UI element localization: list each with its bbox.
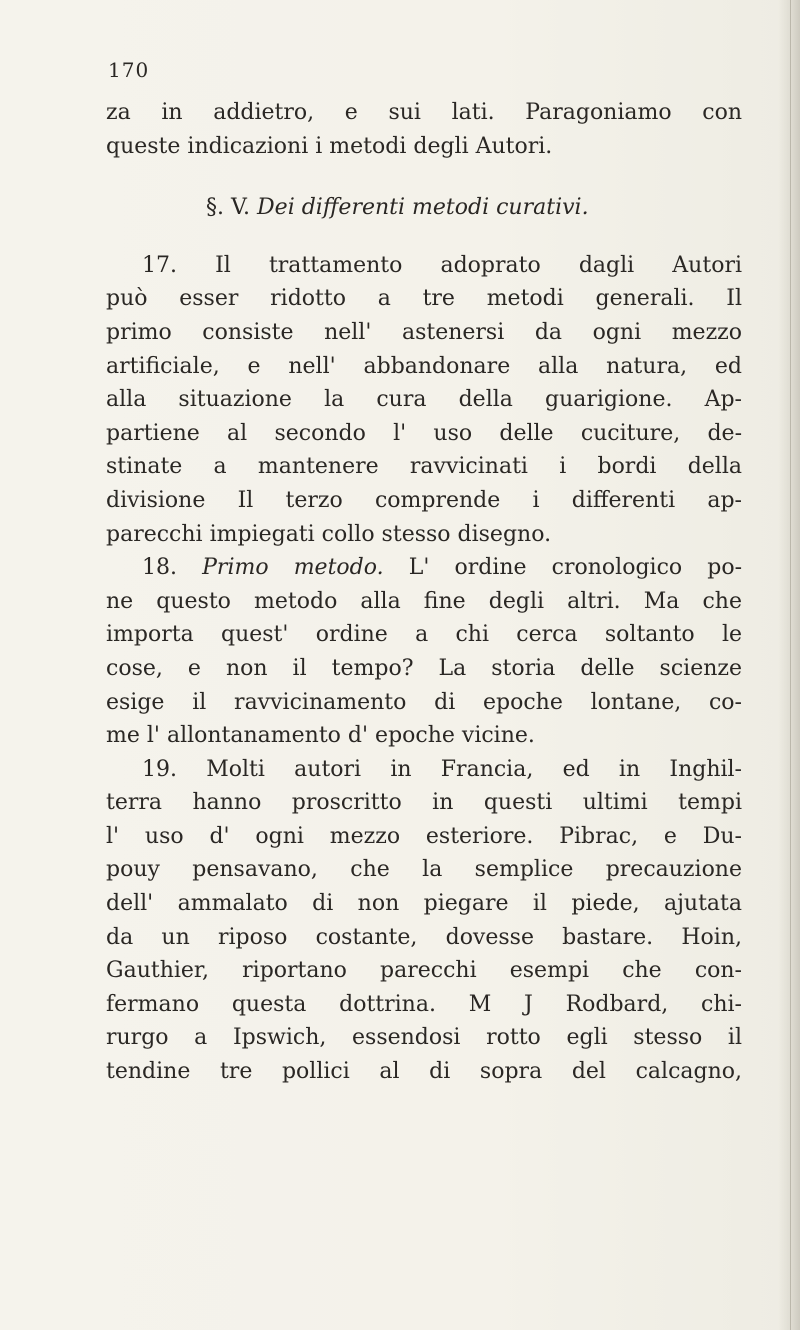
text-line: stinate a mantenere ravvicinati i bordi della [106, 454, 742, 480]
text-line: importa quest' ordine a chi cerca soltanto le [106, 622, 742, 648]
text-line: alla situazione la cura della guarigione. Ap- [106, 387, 742, 413]
text-line: dell' ammalato di non piegare il piede, ajutata [106, 891, 742, 917]
text-fragment: L' ordine cronologico po- [408, 555, 743, 581]
text-line: Gauthier, riportano parecchi esempi che con- [106, 958, 742, 984]
page-edge-shadow [778, 0, 800, 1330]
text-line: l' uso d' ogni mezzo esteriore. Pibrac, e Du- [106, 823, 742, 849]
text-line: 17. Il trattamento adoprato dagli Autori [142, 252, 742, 278]
text-line: primo consiste nell' astenersi da ogni mezzo [106, 319, 742, 345]
page-edge-line [790, 0, 791, 1330]
text-line: 19. Molti autori in Francia, ed in Inghil- [142, 756, 742, 782]
section-number: §. V. [206, 195, 251, 221]
text-line: esige il ravvicinamento di epoche lontane, co- [106, 689, 742, 715]
section-heading [106, 191, 742, 225]
text-line: me l' allontanamento d' epoche vicine. [106, 723, 535, 749]
text-line: queste indicazioni i metodi degli Autori. [106, 133, 553, 159]
text-line: tendine tre pollici al di sopra del calcagno, [106, 1059, 742, 1085]
text-line: partiene al secondo l' uso delle cuciture, de- [106, 420, 742, 446]
text-line: può esser ridotto a tre metodi generali. Il [106, 286, 742, 312]
text-line: parecchi impiegati collo stesso disegno. [106, 521, 552, 547]
text-line: cose, e non il tempo? La storia delle scienze [106, 655, 742, 681]
text-block [106, 96, 742, 1089]
text-line: za in addietro, e sui lati. Paragoniamo con [106, 100, 742, 125]
italic-phrase: Primo metodo. [202, 555, 384, 581]
paragraph-number: 18. [142, 555, 177, 581]
text-line: fermano questa dottrina. M J Rodbard, chi- [106, 991, 742, 1017]
text-line: da un riposo costante, dovesse bastare. Hoin, [106, 924, 742, 950]
text-line: pouy pensavano, che la semplice precauzione [106, 857, 742, 883]
text-line [106, 551, 742, 585]
page-number: 170 [108, 58, 150, 82]
text-line: divisione Il terzo comprende i differenti ap- [106, 487, 742, 513]
text-line: rurgo a Ipswich, essendosi rotto egli stesso il [106, 1025, 742, 1051]
text-line: ne questo metodo alla fine degli altri. Ma che [106, 588, 742, 614]
section-title: Dei differenti metodi curativi. [257, 195, 589, 221]
text-line: terra hanno proscritto in questi ultimi tempi [106, 790, 742, 816]
text-line: artificiale, e nell' abbandonare alla natura, ed [106, 353, 742, 379]
